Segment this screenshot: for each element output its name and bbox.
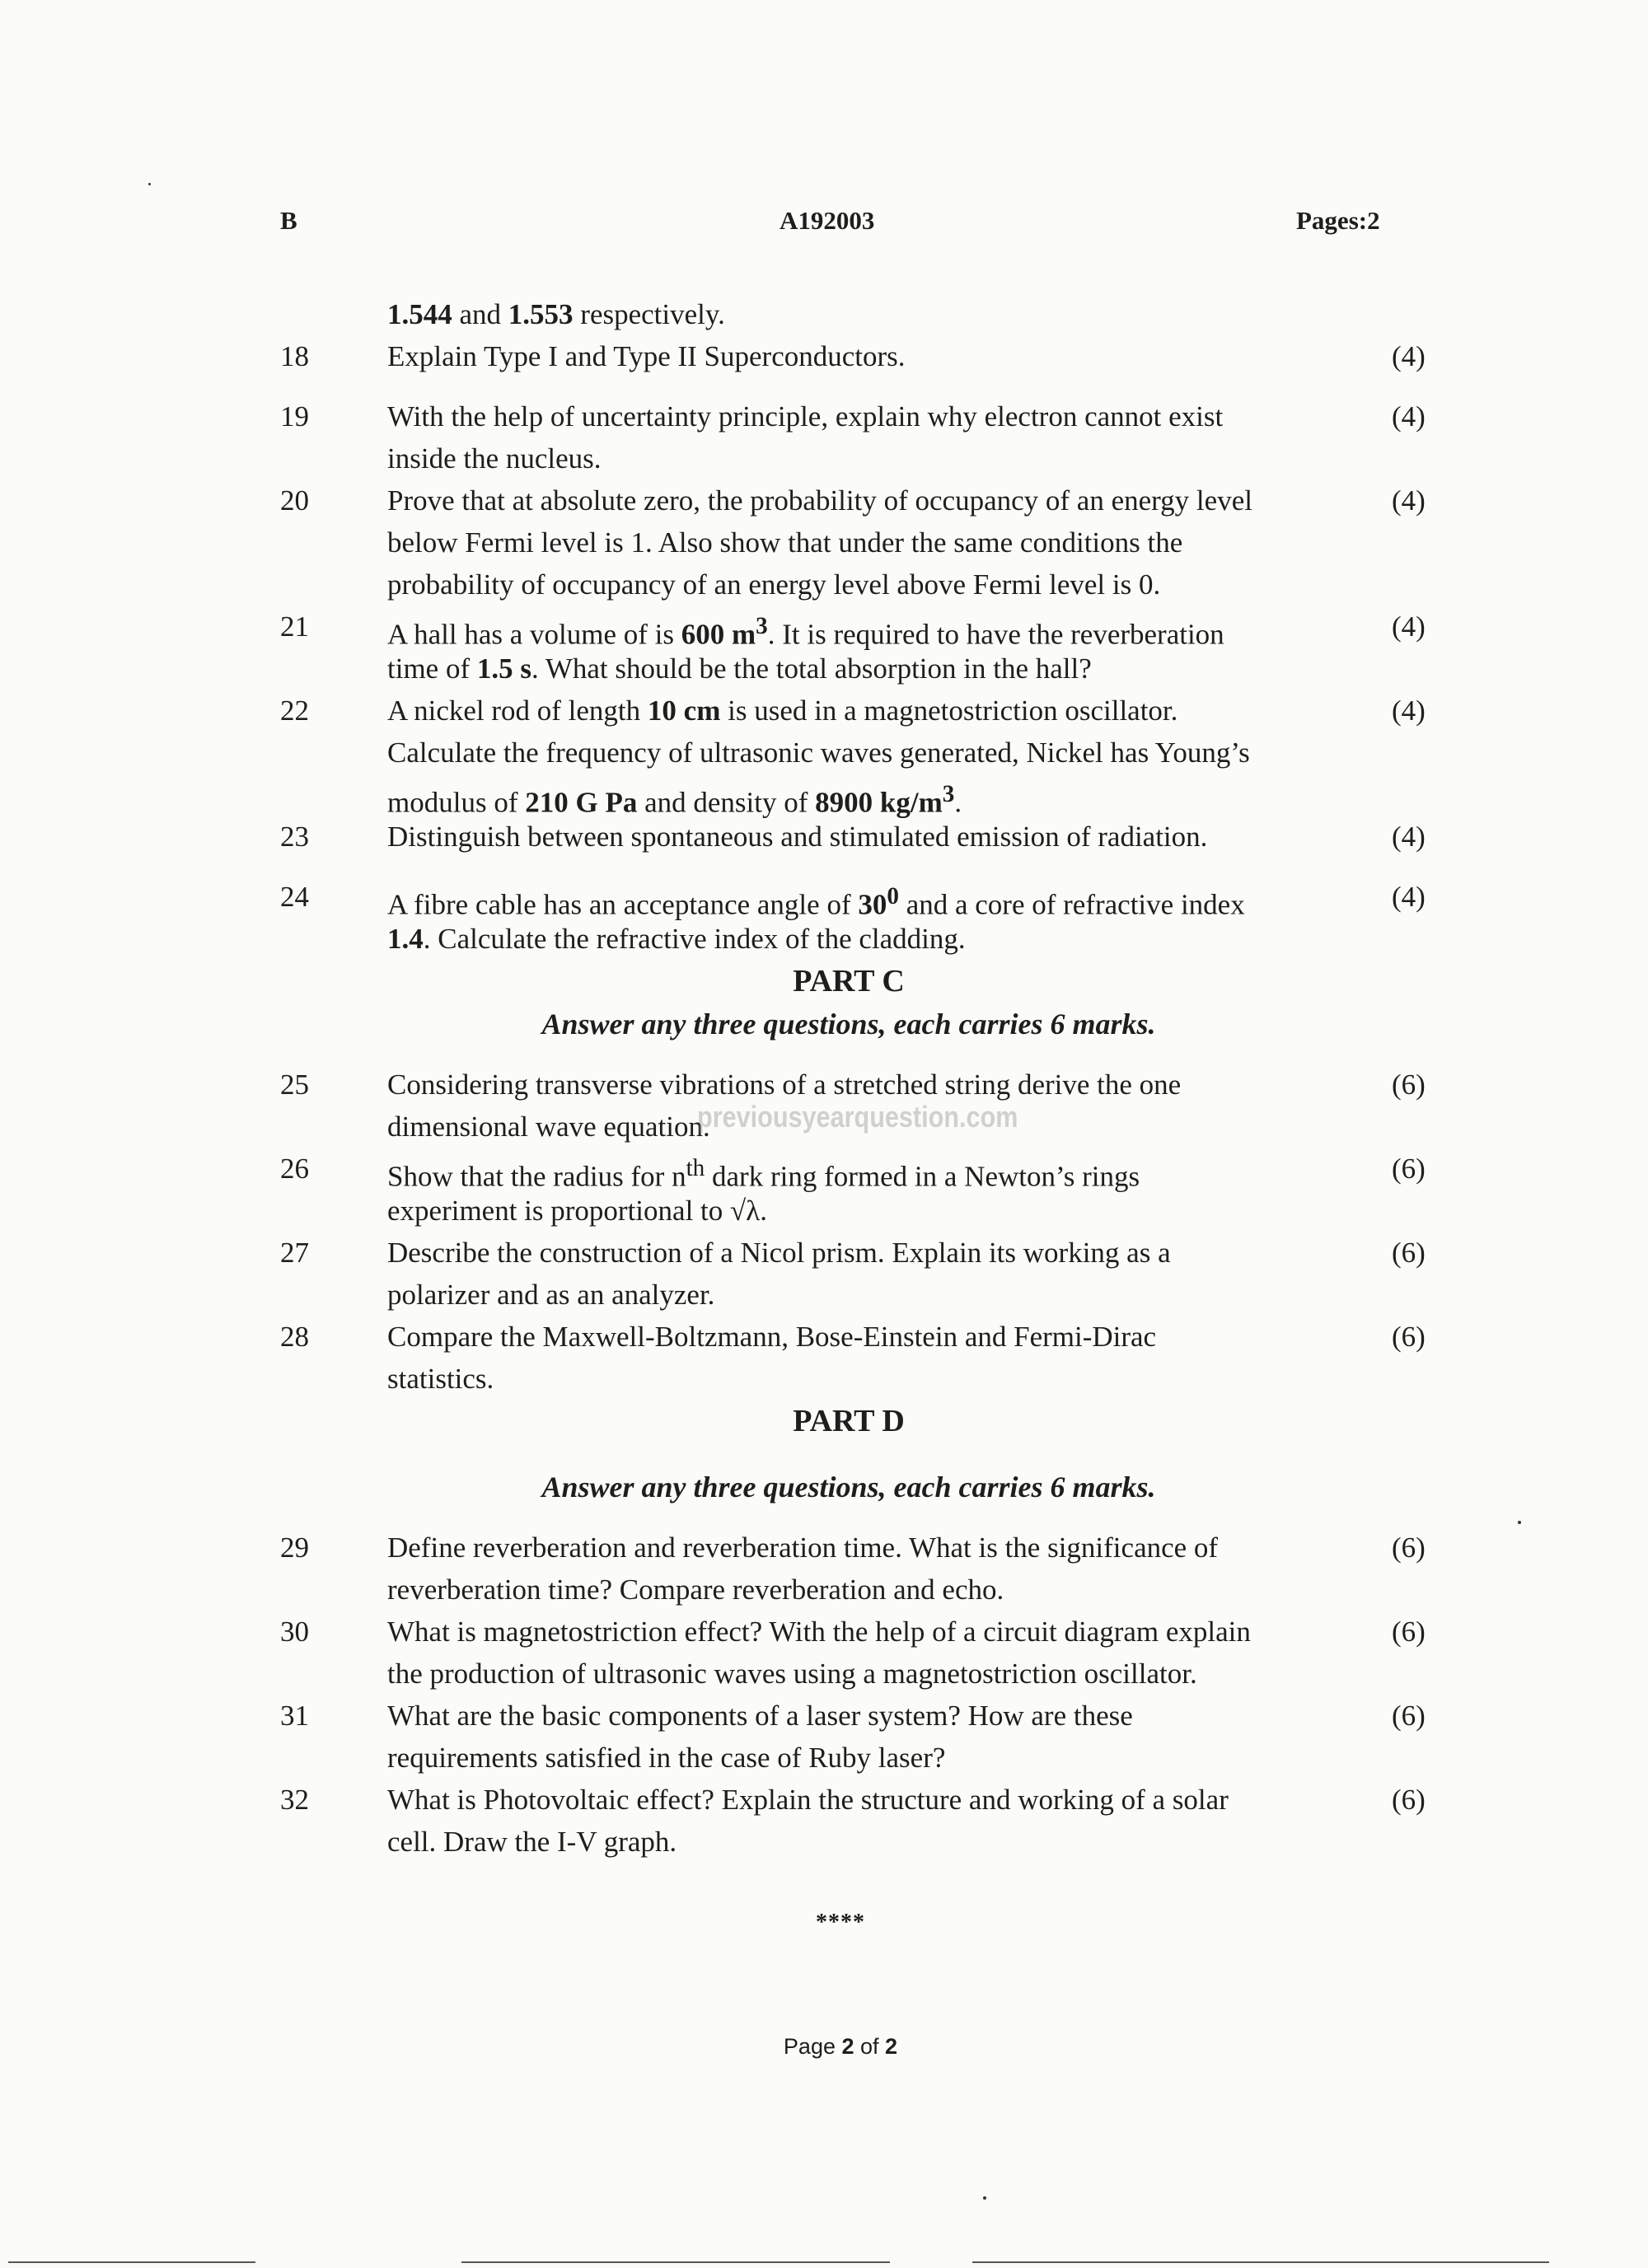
question-text: Compare the Maxwell-Boltzmann, Bose-Einstein and Fermi-Dirac [387, 1321, 1157, 1353]
part-c-title: PART C [793, 964, 905, 998]
question-text: reverberation time? Compare reverberation and echo. [387, 1574, 1004, 1606]
question-text: below Fermi level is 1. Also show that under the same conditions the [387, 526, 1183, 559]
question-number: 20 [280, 484, 309, 517]
question-number: 21 [280, 610, 309, 643]
question-text: Calculate the frequency of ultrasonic waves generated, Nickel has Young’s [387, 737, 1250, 769]
question-marks: (4) [1392, 610, 1426, 643]
question-number: 27 [280, 1237, 309, 1269]
question-18 [0, 335, 1648, 377]
question-text: experiment is proportional to √λ. [387, 1195, 767, 1227]
question-text: Considering transverse vibrations of a stretched string derive the one [387, 1069, 1182, 1101]
question-marks: (6) [1392, 1531, 1426, 1564]
scan-speck [983, 2196, 986, 2200]
question-number: 28 [280, 1321, 309, 1353]
part-d-title: PART D [793, 1404, 905, 1438]
question-number: 24 [280, 881, 309, 913]
paper-code: A192003 [780, 206, 875, 235]
question-marks: (4) [1392, 340, 1426, 372]
question-21 [0, 606, 1648, 651]
question-marks: (4) [1392, 821, 1426, 853]
question-30 [0, 1611, 1648, 1653]
question-text: time of 1.5 s. What should be the total absorption in the hall? [387, 652, 1092, 685]
question-26 [0, 1148, 1648, 1193]
question-number: 19 [280, 400, 309, 433]
question-text: A hall has a volume of is 600 $m^3$. It is required to have the reverberation [387, 613, 1224, 651]
part-d-instructions: Answer any three questions, each carries 6 marks. [541, 1471, 1156, 1503]
question-number: 26 [280, 1153, 309, 1185]
question-number: 22 [280, 694, 309, 727]
watermark-text: previousyearquestion.com [697, 1100, 1018, 1134]
paper-set-label: B [280, 206, 297, 235]
question-19 [0, 395, 1648, 437]
question-27 [0, 1232, 1648, 1274]
question-number: 29 [280, 1531, 309, 1564]
question-marks: (4) [1392, 694, 1426, 727]
part-c-instructions: Answer any three questions, each carries 6 marks. [541, 1008, 1156, 1040]
question-text: Prove that at absolute zero, the probability of occupancy of an energy level [387, 484, 1252, 517]
scan-edge-line [972, 2261, 1549, 2263]
scan-edge-line [461, 2261, 890, 2263]
question-24 [0, 876, 1648, 921]
question-marks: (4) [1392, 400, 1426, 433]
question-text: What is Photovoltaic effect? Explain the structure and working of a solar [387, 1784, 1229, 1816]
question-body [0, 293, 1648, 1863]
question-text: inside the nucleus. [387, 442, 602, 475]
question-text: A fibre cable has an acceptance angle of $30^0$ and a core of refractive index [387, 883, 1245, 921]
question-number: 25 [280, 1069, 309, 1101]
page-count: Pages:2 [1296, 206, 1380, 235]
question-text: What are the basic components of a laser system? How are these [387, 1700, 1133, 1732]
question-marks: (6) [1392, 1784, 1426, 1816]
question-text: Distinguish between spontaneous and stimulated emission of radiation. [387, 821, 1208, 853]
question-text: polarizer and as an analyzer. [387, 1279, 715, 1311]
scan-speck [148, 183, 151, 185]
question-number: 32 [280, 1784, 309, 1816]
question-text: What is magnetostriction effect? With the help of a circuit diagram explain [387, 1616, 1251, 1648]
question-32 [0, 1779, 1648, 1821]
question-marks: (6) [1392, 1616, 1426, 1648]
question-29 [0, 1527, 1648, 1569]
question-number: 18 [280, 340, 309, 372]
question-marks: (6) [1392, 1700, 1426, 1732]
question-text: dimensional wave equation. [387, 1111, 710, 1143]
question-number: 30 [280, 1616, 309, 1648]
end-marker: **** [816, 1910, 865, 1935]
question-text: statistics. [387, 1363, 494, 1395]
question-marks: (6) [1392, 1069, 1426, 1101]
question-20 [0, 479, 1648, 521]
question-marks: (4) [1392, 881, 1426, 913]
question-text: modulus of 210 G Pa and density of 8900 $kg/m^3$. [387, 781, 962, 819]
question-marks: (6) [1392, 1237, 1426, 1269]
question-number: 31 [280, 1700, 309, 1732]
question-text: Define reverberation and reverberation time. What is the significance of [387, 1531, 1219, 1564]
scan-edge-line [8, 2261, 255, 2263]
question-23 [0, 816, 1648, 858]
continuation-line: 1.544 and 1.553 respectively. [387, 298, 725, 330]
question-text: the production of ultrasonic waves using a magnetostriction oscillator. [387, 1658, 1197, 1690]
question-text: A nickel rod of length 10 cm is used in a magnetostriction oscillator. [387, 694, 1178, 727]
question-marks: (6) [1392, 1153, 1426, 1185]
question-text: With the help of uncertainty principle, explain why electron cannot exist [387, 400, 1224, 433]
question-number: 23 [280, 821, 309, 853]
question-text: 1.4. Calculate the refractive index of the cladding. [387, 923, 966, 955]
question-marks: (6) [1392, 1321, 1426, 1353]
page-footer: Page 2 of 2 [783, 2034, 898, 2059]
question-text: Describe the construction of a Nicol prism. Explain its working as a [387, 1237, 1171, 1269]
question-text: probability of occupancy of an energy level above Fermi level is 0. [387, 568, 1161, 601]
question-28 [0, 1316, 1648, 1358]
question-22 [0, 690, 1648, 732]
question-text: Explain Type I and Type II Superconductors. [387, 340, 906, 372]
question-31 [0, 1695, 1648, 1737]
question-text: Show that the radius for $n^{th}$ dark ring formed in a Newton’s rings [387, 1155, 1140, 1193]
question-text: requirements satisfied in the case of Ruby laser? [387, 1742, 946, 1774]
question-text: cell. Draw the I-V graph. [387, 1826, 677, 1858]
scan-speck [1518, 1521, 1521, 1524]
question-marks: (4) [1392, 484, 1426, 517]
